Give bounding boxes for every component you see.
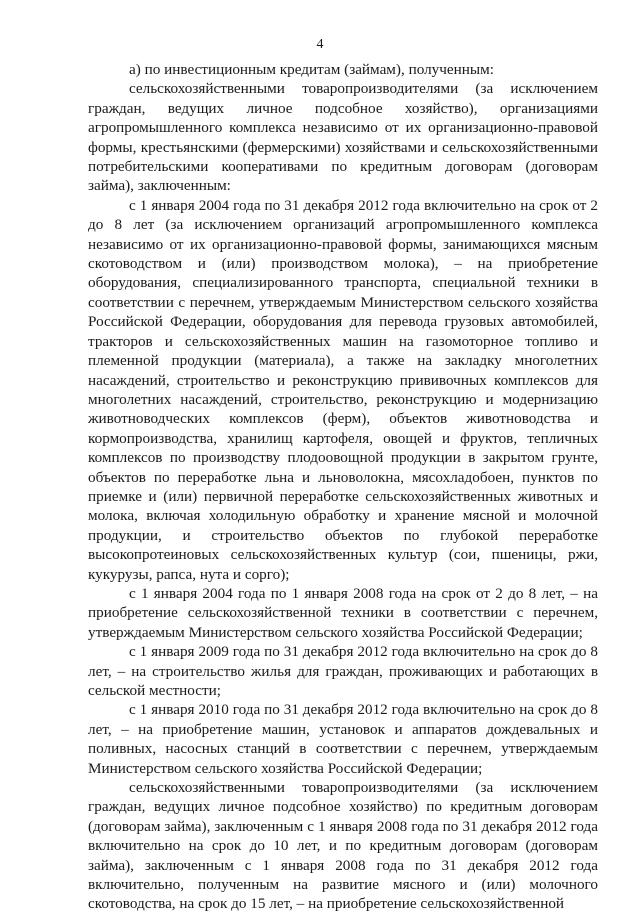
paragraph-2010-2012: с 1 января 2010 года по 31 декабря 2012 года включительно на срок до 8 лет, – на приобретение машин, установок и аппаратов дождевальных и поливных, насосных станций в соответствии с перечнем, утверждаемым Министерством сельского хозяйства Российской Федерации; [88, 701, 598, 777]
paragraph-2009-2012: с 1 января 2009 года по 31 декабря 2012 года включительно на срок до 8 лет, – на строительство жилья для граждан, проживающих и работающих в сельской местности; [88, 643, 598, 699]
paragraph-borrowers: сельскохозяйственными товаропроизводителями (за исключением граждан, ведущих личное подсобное хозяйство), организациями агропромышленного комплекса независимо от их организационно-правовой формы, крестьянскими (фермерскими) хозяйствами и сельскохозяйственными потребительскими кооперативами по кредитным договорам (договорам займа), заключенным: [88, 80, 598, 195]
paragraph-livestock: сельскохозяйственными товаропроизводителями (за исключением граждан, ведущих личное подсобное хозяйство) по кредитным договорам (договорам займа), заключенным с 1 января 2008 года по 31 декабря 2012 года включительно на срок до 10 лет, и по кредитным договорам (договорам займа), заключенным с 1 января 2008 года по 31 декабря 2012 года включительно, полученным на развитие мясного и (или) молочного скотоводства, на срок до 15 лет, – на приобретение сельскохозяйственной [88, 779, 598, 913]
paragraph-2004-2008: с 1 января 2004 года по 1 января 2008 года на срок от 2 до 8 лет, – на приобретение сельскохозяйственной техники в соответствии с перечнем, утверждаемым Министерством сельского хозяйства Российской Федерации; [88, 584, 598, 641]
paragraph-2004-2012: с 1 января 2004 года по 31 декабря 2012 года включительно на срок от 2 до 8 лет (за исключением организаций агропромышленного комплекса независимо от их организационно-правовой формы, занимающихся мясным скотоводством и (или) производством молока), – на приобретение оборудования, специализированного транспорта, специальной техники в соответствии с перечнем, утверждаемым Министерством сельского хозяйства Российской Федерации, оборудования для перевода грузовых автомобилей, тракторов и сельскохозяйственных машин на газомоторное топливо и племенной продукции (материала), а также на закладку многолетних насаждений, строительство и реконструкцию прививочных комплексов для многолетних насаждений, строительство, реконструкцию и модернизацию животноводческих комплексов (ферм), объектов животноводства и кормопроизводства, хранилищ картофеля, овощей и фруктов, тепличных комплексов по производству плодоовощной продукции в закрытом грунте, объектов по переработке льна и льноволокна, мясохладобоен, пунктов по приемке и (или) первичной переработке сельскохозяйственных животных и молока, включая холодильную обработку и хранение мясной и молочной продукции, и строительство объектов по глубокой переработке высокопротеиновых сельскохозяйственных культур (сои, пшеницы, ржи, кукурузы, рапса, нута и сорго); [88, 196, 598, 583]
page-number: 4 [316, 37, 324, 52]
document-body [88, 60, 598, 914]
paragraph-intro: а) по инвестиционным кредитам (займам), полученным: [129, 61, 494, 78]
